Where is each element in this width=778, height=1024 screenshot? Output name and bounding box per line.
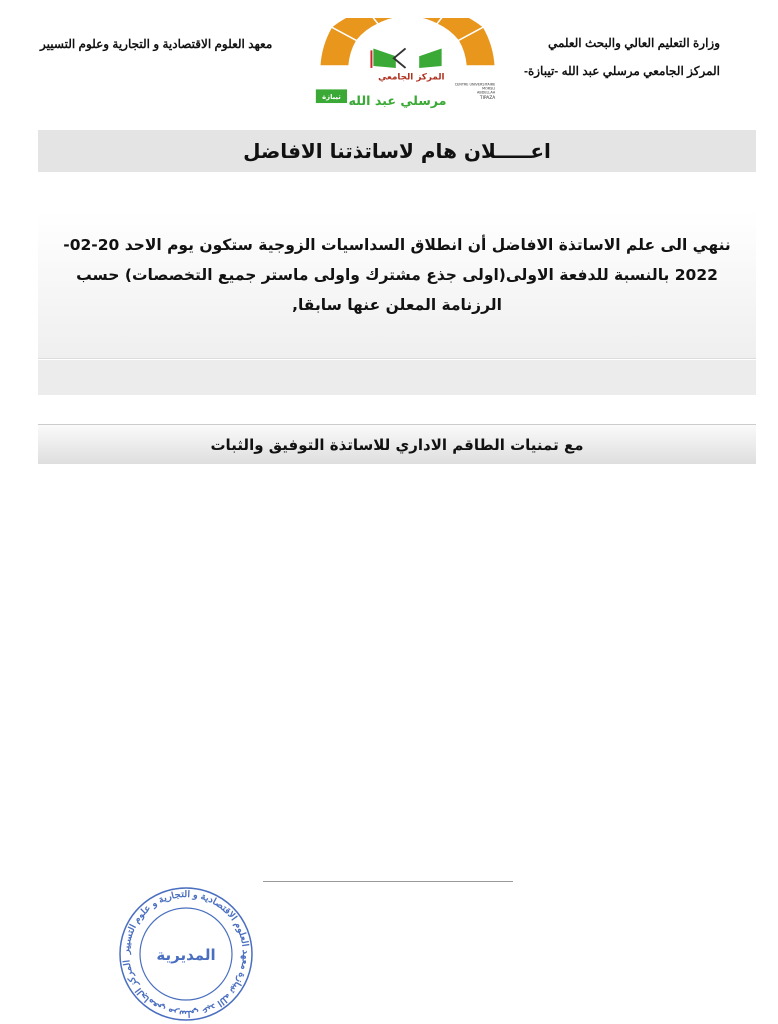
announcement-body: ننهي الى علم الاساتذة الافاضل أن انطلاق السداسيات الزوجية ستكون يوم الاحد 20-02-2022 بالنسبة للدفعة الاولى(اولى جذع مشترك واولى ماستر جميع التخصصات) حسب الرزنامة المعلن عنها سابقا,	[63, 236, 731, 314]
logo-big-name: مرسلي عبد الله	[348, 92, 447, 108]
svg-text:TIPAZA: TIPAZA	[479, 96, 496, 102]
logo-city-badge: تيبازة	[322, 93, 341, 102]
title-band	[38, 130, 756, 172]
svg-text:ABDELLAH: ABDELLAH	[477, 90, 496, 95]
stamp-center-text: المديرية	[156, 946, 216, 964]
institute-name: معهد العلوم الاقتصادية و التجارية وعلوم التسيير	[40, 37, 273, 51]
wishes-band	[38, 424, 756, 464]
empty-band	[38, 360, 756, 395]
signature-line	[263, 881, 513, 882]
official-stamp	[118, 886, 254, 1022]
university-logo	[310, 18, 505, 113]
announcement-title: اعـــــلان هام لاساتذتنا الافاضل	[243, 139, 551, 163]
stamp-ring-text: المركز الجامعي مرسلي عبد الله تيبازة معهد العلوم الاقتصادية و التجارية و علوم التسيير	[120, 888, 252, 1020]
center-name: المركز الجامعي مرسلي عبد الله -تيبازة-	[523, 64, 720, 78]
ministry-name: وزارة التعليم العالي والبحث العلمي	[547, 36, 720, 50]
svg-text:CENTRE UNIVERSITAIRE: CENTRE UNIVERSITAIRE	[454, 82, 496, 87]
wishes-text: مع تمنيات الطاقم الاداري للاساتذة التوفيق والثبات	[210, 435, 584, 454]
svg-text:MORSLI: MORSLI	[482, 86, 496, 91]
logo-arabic-name: المركز الجامعي	[378, 72, 445, 83]
announcement-body-box	[38, 210, 756, 359]
